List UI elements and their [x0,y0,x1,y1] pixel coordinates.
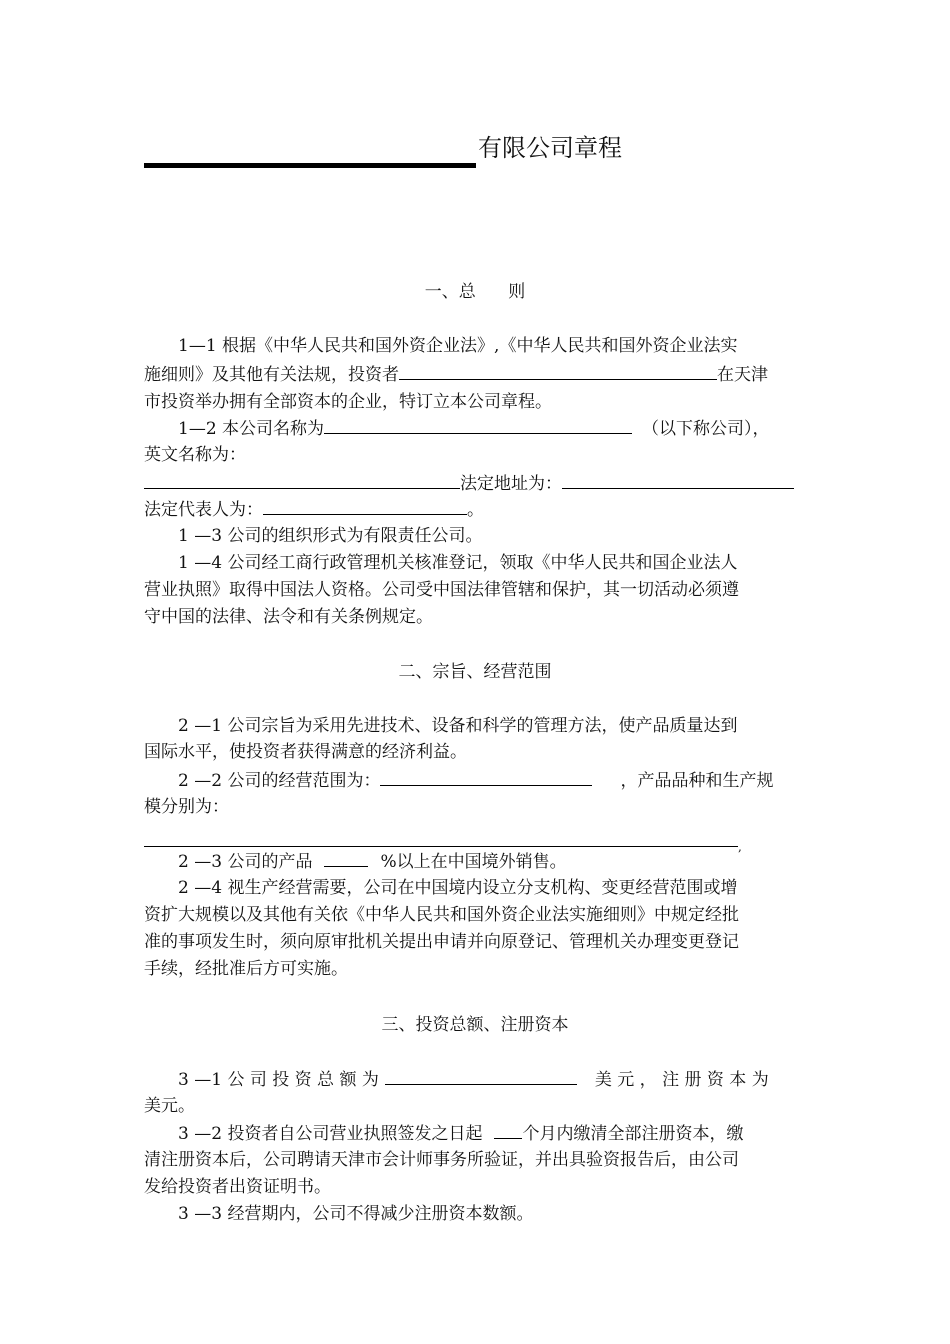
clause-3-1-line-1 [178,1069,769,1090]
english-name-blank [144,473,460,489]
clause-text: 美 元 ， 注 册 资 本 为 [594,1070,769,1090]
clause-text: 1—2 本公司名称为 [178,419,325,439]
clause-1-2-line-3 [144,473,794,494]
clause-text: 在天津 [717,365,768,385]
clause-2-4-line-3: 准的事项发生时，须向原审批机关提出申请并向原登记、管理机关办理变更登记 [144,932,739,952]
clause-3-3: 3 —3 经营期内，公司不得减少注册资本数额。 [178,1204,534,1224]
clause-text: 施细则》及其他有关法规，投资者 [144,365,399,385]
clause-text: ，产品品种和生产规 [620,771,774,791]
clause-2-4-line-1: 2 —4 视生产经营需要，公司在中国境内设立分支机构、变更经营范围或增 [178,878,738,898]
clause-1-4-line-3: 守中国的法律、法令和有关条例规定。 [144,607,433,627]
company-name-blank [144,163,476,168]
clause-1-4-line-1: 1 —4 公司经工商行政管理机关核准登记，领取《中华人民共和国企业法人 [178,553,738,573]
legal-address-blank [562,473,794,489]
clause-text: 2 —2 公司的经营范围为： [178,771,381,791]
document-title: 有限公司章程 [478,134,622,162]
clause-text: （以下称公司）， [642,419,770,439]
export-percent-blank [324,851,368,867]
clause-text: %以上在中国境外销售。 [380,852,567,872]
clause-text: 个月内缴清全部注册资本，缴 [522,1124,744,1144]
clause-2-3 [178,851,567,872]
total-investment-blank [385,1069,577,1085]
clause-3-1-line-2: 美元。 [144,1096,195,1116]
clause-2-1-line-1: 2 —1 公司宗旨为采用先进技术、设备和科学的管理方法，使产品质量达到 [178,716,738,736]
clause-3-2-line-2: 清注册资本后，公司聘请天津市会计师事务所验证，并出具验资报告后，由公司 [144,1150,739,1170]
clause-text: 法定代表人为： [144,500,263,520]
products-blank-line [144,846,738,847]
section-heading-1: 一、总 则 [424,282,526,302]
clause-text: 3 —1 公 司 投 资 总 额 为 [178,1070,379,1090]
clause-2-4-line-2: 资扩大规模以及其他有关依《中华人民共和国外资企业法实施细则》中规定经批 [144,905,739,925]
clause-text: 法定地址为： [460,474,562,494]
clause-2-1-line-2: 国际水平，使投资者获得满意的经济利益。 [144,742,467,762]
clause-1-3: 1 —3 公司的组织形式为有限责任公司。 [178,526,483,546]
section-heading-2: 二、宗旨、经营范围 [398,662,552,682]
clause-1-4-line-2: 营业执照》取得中国法人资格。公司受中国法律管辖和保护，其一切活动必须遵 [144,580,739,600]
months-blank [494,1123,522,1139]
clause-2-2-line-1 [178,770,773,791]
clause-1-1-line-3: 市投资举办拥有全部资本的企业，特订立本公司章程。 [144,392,552,412]
clause-1-2-line-1 [178,418,770,439]
clause-text: 。 [467,500,484,520]
clause-1-1-line-2 [144,364,768,385]
clause-2-2-line-2: 模分别为： [144,797,229,817]
clause-text: 2 —3 公司的产品 [178,852,313,872]
business-scope-blank [380,770,592,786]
company-name-field-blank [324,418,632,434]
clause-text: 3 —2 投资者自公司营业执照签发之日起 [178,1124,483,1144]
clause-1-2-line-2: 英文名称为： [144,445,246,465]
clause-1-2-line-4 [144,499,484,520]
clause-2-4-line-4: 手续，经批准后方可实施。 [144,959,348,979]
clause-1-1-line-1: 1—1 根据《中华人民共和国外资企业法》,《中华人民共和国外资企业法实 [178,336,738,356]
clause-3-2-line-1 [178,1123,743,1144]
line-end-mark: , [738,840,742,854]
clause-3-2-line-3: 发给投资者出资证明书。 [144,1177,331,1197]
legal-representative-blank [263,499,467,515]
section-heading-3: 三、投资总额、注册资本 [381,1015,569,1035]
investor-blank [399,364,717,380]
